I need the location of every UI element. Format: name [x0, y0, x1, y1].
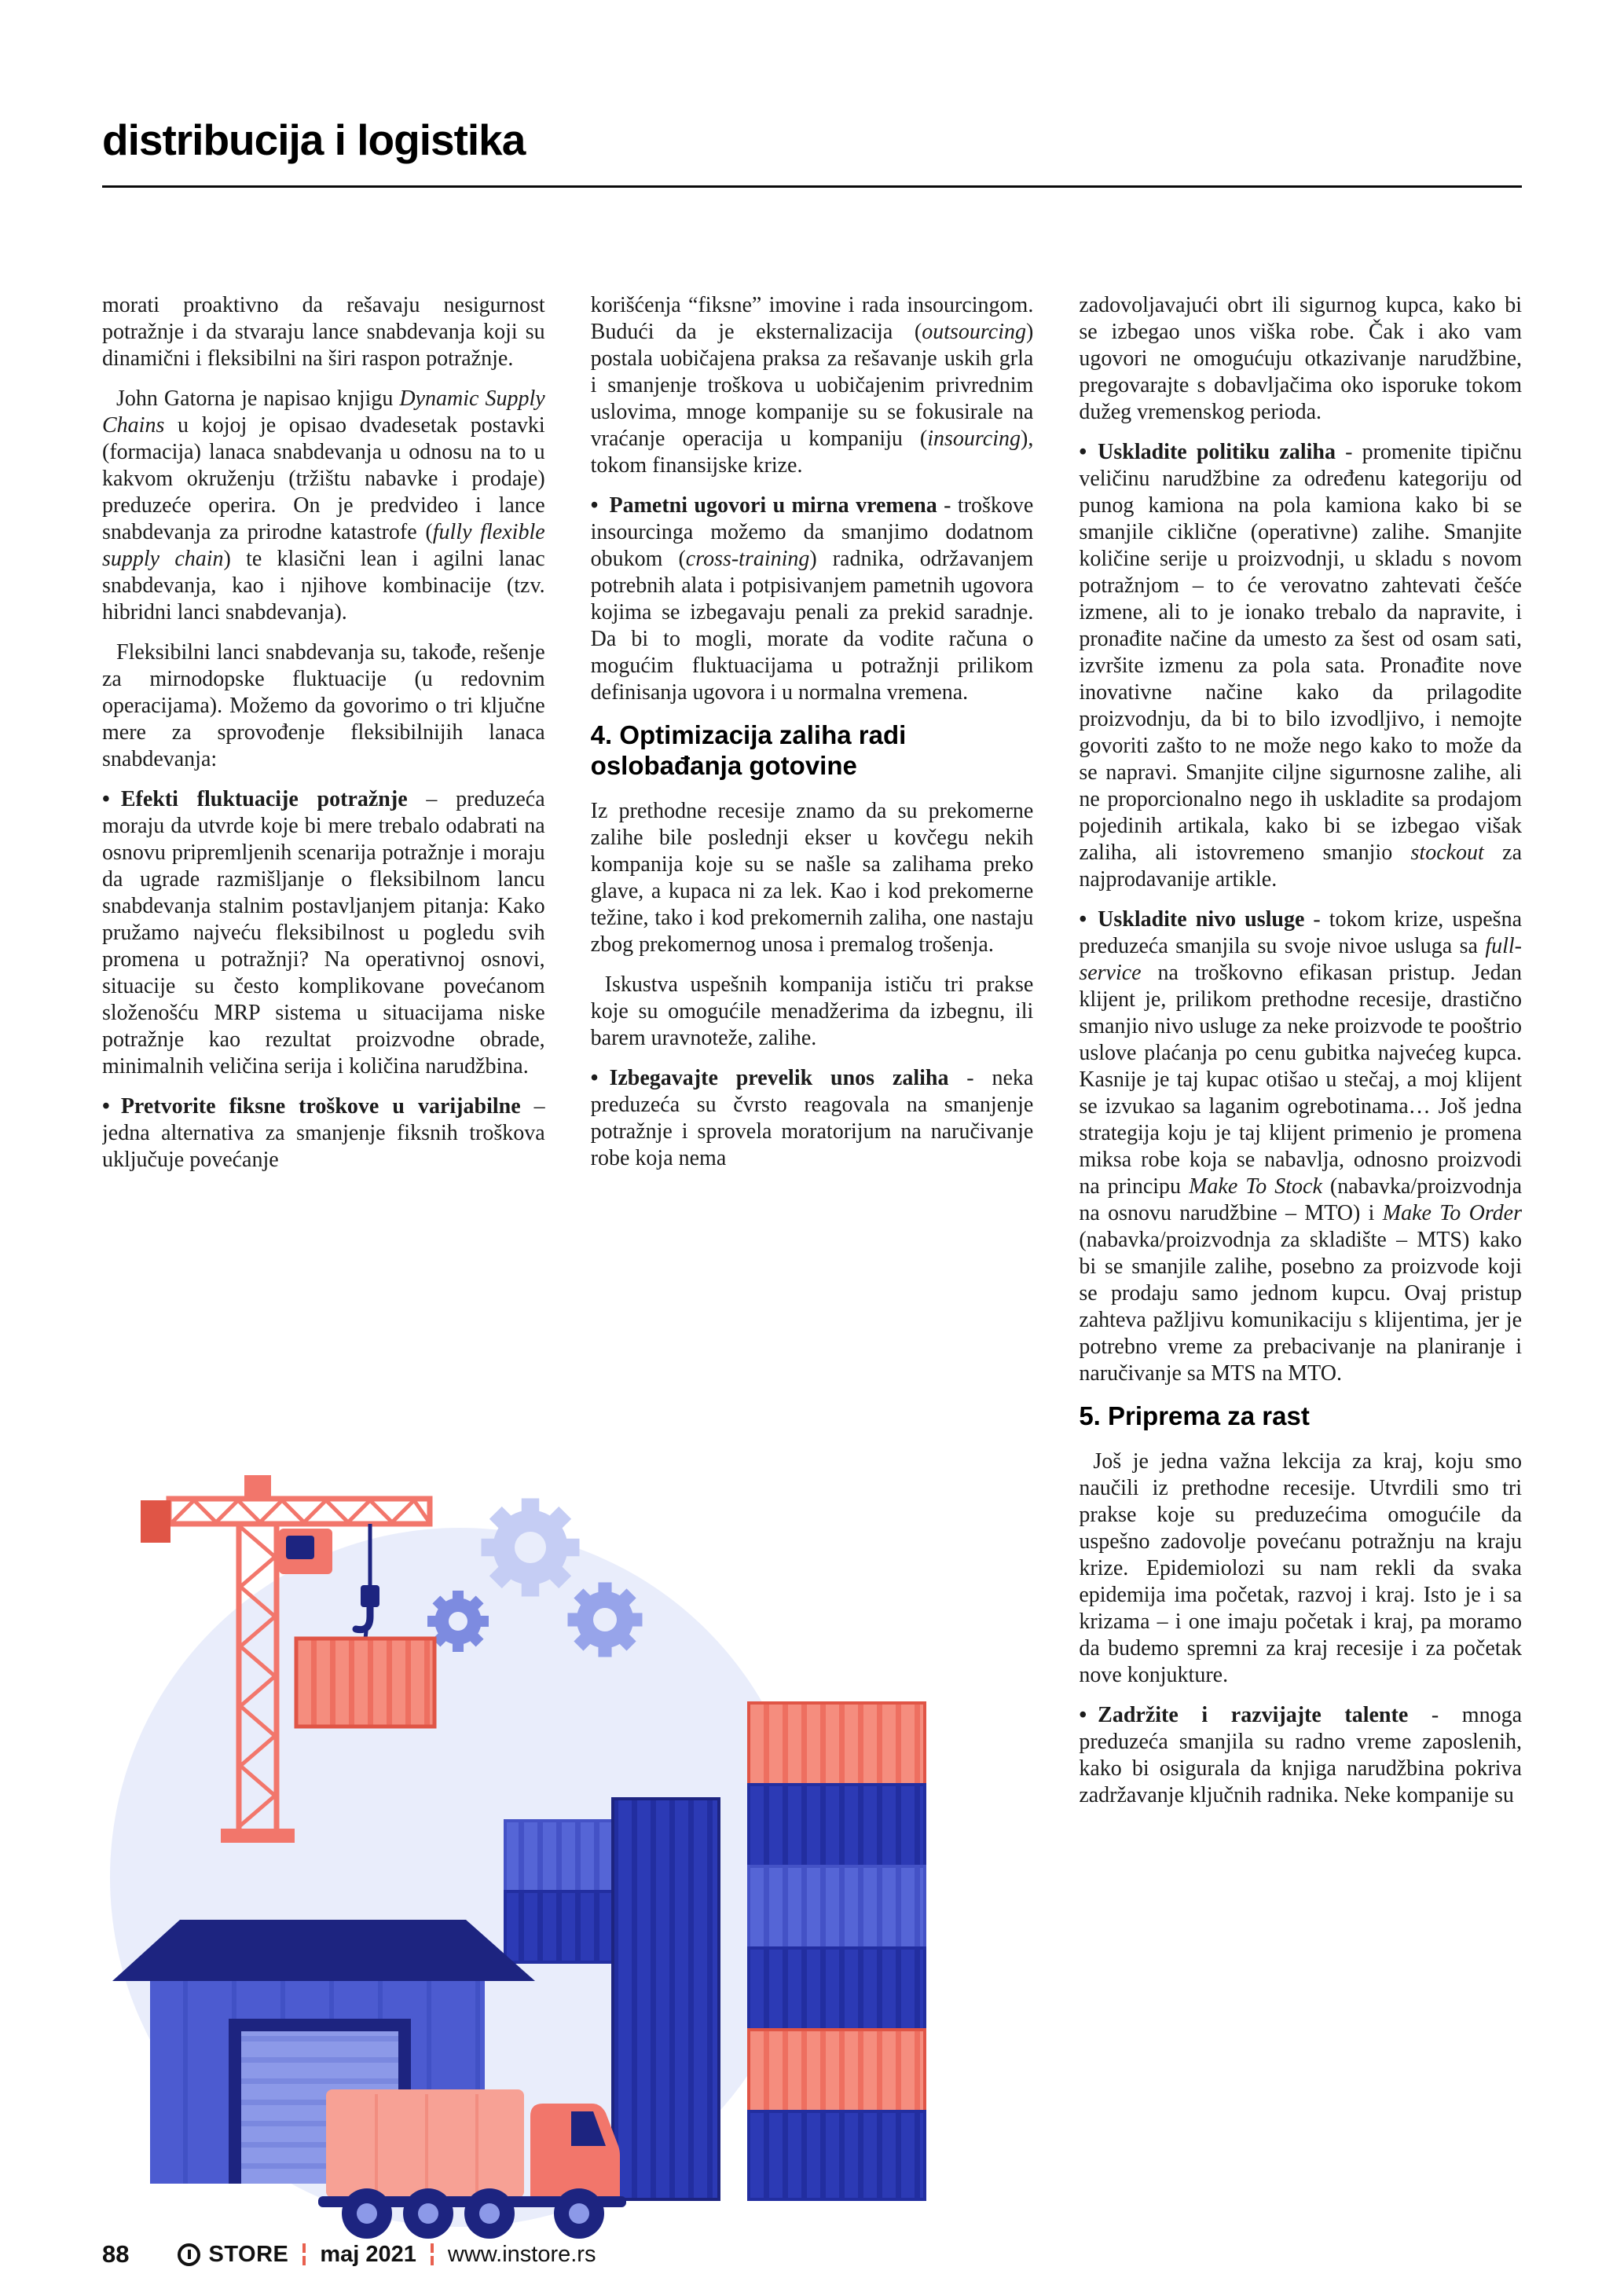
page-footer [102, 2240, 596, 2269]
article-column-1 [102, 292, 545, 2258]
body-paragraph: morati proaktivno da rešavaju nesigurnost potražnje i da stvaraju lance snabdevanja koji su dinamični i fleksibilni na širi raspon potražnje. [102, 293, 545, 371]
bullet-icon: • [590, 1066, 610, 1090]
section-heading: 5. Priprema za rast [1079, 1401, 1310, 1430]
bullet-paragraph: • Uskladite politiku zaliha - promenite tipičnu veličinu narudžbine za određenu kategoriju od punog kamiona na pola kamiona kako bi se smanjile ciklične (operativne) zalihe. Smanjite količine serije u proizvodnji, u skladu s novom potražnjom – to će verovatno zahtevati češće izmene, ali to je ionako trebalo da napravite, i pronađite načine da umesto za šest od osam sati, izvršite izmenu za pola sata. Pronađite nove inovativne načine kako da prilagodite proizvodnju, da bi to bilo izvodljivo, i nemojte govoriti zašto to ne može nego kako to može da se napravi. Smanjite ciljne sigurnosne zalihe, ali ne proporcionalno nego ih uskladite sa prodajom pojedinih artikala, kako bi se izbegao višak zaliha, ali istovremeno smanjio stockout za najprodavanije artikle. [1079, 440, 1522, 892]
section-title: distribucija i logistika [102, 115, 526, 164]
body-paragraph: korišćenja “fiksne” imovine i rada insourcingom. Budući da je eksternalizacija (outsourcing) postala uobičajena praksa za rešavanje uskih grla i smanjenje troškova u uobičajenim privrednim uslovima, mnoge kompanije su se fokusirale na vraćanje operacija u kompaniju (insourcing), tokom finansijske krize. [590, 293, 1034, 478]
body-paragraph: Iz prethodne recesije znamo da su prekomerne zalihe bile poslednji ekser u kovčegu nekih kompanija koje su se našle sa zalihama preko glave, a kupaca ni za lek. Kao i kod prekomerne težine, tako i kod prekomernih zaliha, one nastaju zbog prekomernog unosa i premalog trošenja. [590, 799, 1034, 957]
bullet-icon: • [1079, 1703, 1098, 1727]
body-paragraph: Fleksibilni lanci snabdevanja su, takođe, rešenje za mirnodopske fluktuacije (u redovnim operacijama). Možemo da govorimo o tri ključne mere za sprovođenje fleksibilnijih lanaca snabdevanja: [102, 640, 545, 771]
article-column-2 [591, 292, 1034, 2258]
bullet-icon: • [1079, 907, 1098, 932]
bullet-paragraph: • Zadržite i razvijajte talente - mnoga preduzeća smanjila su radno vreme zaposlenih, kako bi osigurala da knjiga narudžbina pokriva zadržavanje ključnih radnika. Neke kompanije su [1079, 1703, 1522, 1807]
body-paragraph: John Gatorna je napisao knjigu Dynamic Supply Chains u kojoj je opisao dvadesetak postavki (formacija) lanaca snabdevanja u odnosu na to u kakvom okruženju (tržištu nabavke i prodaje) preduzeće operira. On je predvideo i lance snabdevanja za prirodne katastrofe (fully flexible supply chain) te klasični lean i agilni lanac snabdevanja, kao i njihove kombinacije (tzv. hibridni lanci snabdevanja). [102, 386, 545, 624]
magazine-brand: STORE [208, 2241, 289, 2267]
website-url: www.instore.rs [447, 2241, 596, 2267]
page-number: 88 [102, 2240, 130, 2268]
section-heading: 4. Optimizacija zaliha radi oslobađanja gotovine [590, 720, 907, 780]
bullet-paragraph: • Pametni ugovori u mirna vremena - troškove insourcinga možemo da smanjimo dodatnom obukom (cross-training) radnika, održavanjem potrebnih alata i potpisivanjem pametnih ugovora kojima se izbegavaju penali za prekid saradnje. Da bi to mogli, morate da vodite računa o mogućim fluktuacijama u potražnji prilikom definisanja ugovora i u normalna vremena. [590, 493, 1034, 705]
article-body [102, 292, 1522, 2258]
footer-separator-icon [302, 2243, 306, 2265]
bullet-icon: • [102, 787, 121, 811]
issue-date: maj 2021 [320, 2241, 416, 2267]
bullet-paragraph: • Efekti fluktuacije potražnje – preduzeća moraju da utvrde koje bi mere trebalo odabrati na osnovu pripremljenih scenarija potražnje i moraju da ugrade razmišljanje o fleksibilnom lancu snabdevanja stalnim postavljanjem pitanja: Kako pružamo najveću fleksibilnost u pogledu svih promena u potražnji? Na operativnoj osnovi, situacije su često komplikovane povećanom složenošću MRP sistema u situacijama niske potražnje kao rezultat proizvodne obrade, minimalnih veličina serija i količina narudžbina. [102, 787, 545, 1078]
body-paragraph: Iskustva uspešnih kompanija ističu tri prakse koje su omogućile menadžerima da izbegnu, ili barem uravnoteže, zalihe. [590, 972, 1034, 1050]
bullet-icon: • [590, 493, 610, 518]
bullet-paragraph: • Izbegavajte prevelik unos zaliha - neka preduzeća su čvrsto reagovala na smanjenje potražnje i sprovela moratorijum na naručivanje robe koja nema [590, 1066, 1034, 1170]
body-paragraph: zadovoljavajući obrt ili sigurnog kupca, kako bi se izbegao unos viška robe. Čak i ako vam ugovori ne omogućuju otkazivanje narudžbine, pregovarajte s dobavljačima oko isporuke tokom dužeg vremenskog perioda. [1079, 293, 1522, 424]
bullet-paragraph: • Pretvorite fiksne troškove u varijabilne – jedna alternativa za smanjenje fiksnih troškova uključuje povećanje [102, 1094, 545, 1172]
header-rule [102, 185, 1522, 188]
page-header [102, 115, 1522, 188]
bullet-icon: • [1079, 440, 1098, 464]
body-paragraph: Još je jedna važna lekcija za kraj, koju smo naučili iz prethodne recesije. Utvrdili smo tri prakse koje su preduzećima omogućile da uspešno zadovolje povećanu potražnju na kraju krize. Epidemiolozi su nam rekli da svaka epidemija ima početak, razvoj i kraj. Isto je i sa krizama – i one imaju početak i kraj, pa moramo da budemo spremni za kraj recesije i za početak nove konjukture. [1079, 1449, 1522, 1687]
magazine-logo [178, 2242, 288, 2268]
instore-logo-icon [178, 2243, 200, 2266]
bullet-paragraph: • Uskladite nivo usluge - tokom krize, uspešna preduzeća smanjila su svoje nivoe usluga sa full-service na troškovno efikasan pristup. Jedan klijent je, prilikom prethodne recesije, drastično smanjio nivo usluge za neke proizvode te pooštrio uslove plaćanja po cenu gubitka najvećeg kupca. Kasnije je taj kupac otišao u stečaj, a moj klijent se izvukao sa laganim ogrebotinama… Još jedna strategija koju je taj klijent primenio je promena miksa robe koja se nabavlja, odnosno proizvodi na principu Make To Stock (nabavka/proizvodnja na osnovu narudžbine – MTO) i Make To Order (nabavka/proizvodnja za skladište – MTS) kako bi se smanjile zalihe, posebno za proizvode koji se prodaju samo jednom kupcu. Ovaj pristup zahteva pažljivu komunikaciju s klijentima, jer je potrebno vreme za prebacivanje na planiranje i naručivanje sa MTS na MTO. [1079, 907, 1522, 1386]
footer-separator-icon [431, 2243, 434, 2265]
article-column-3 [1079, 292, 1522, 2258]
bullet-icon: • [102, 1094, 121, 1119]
